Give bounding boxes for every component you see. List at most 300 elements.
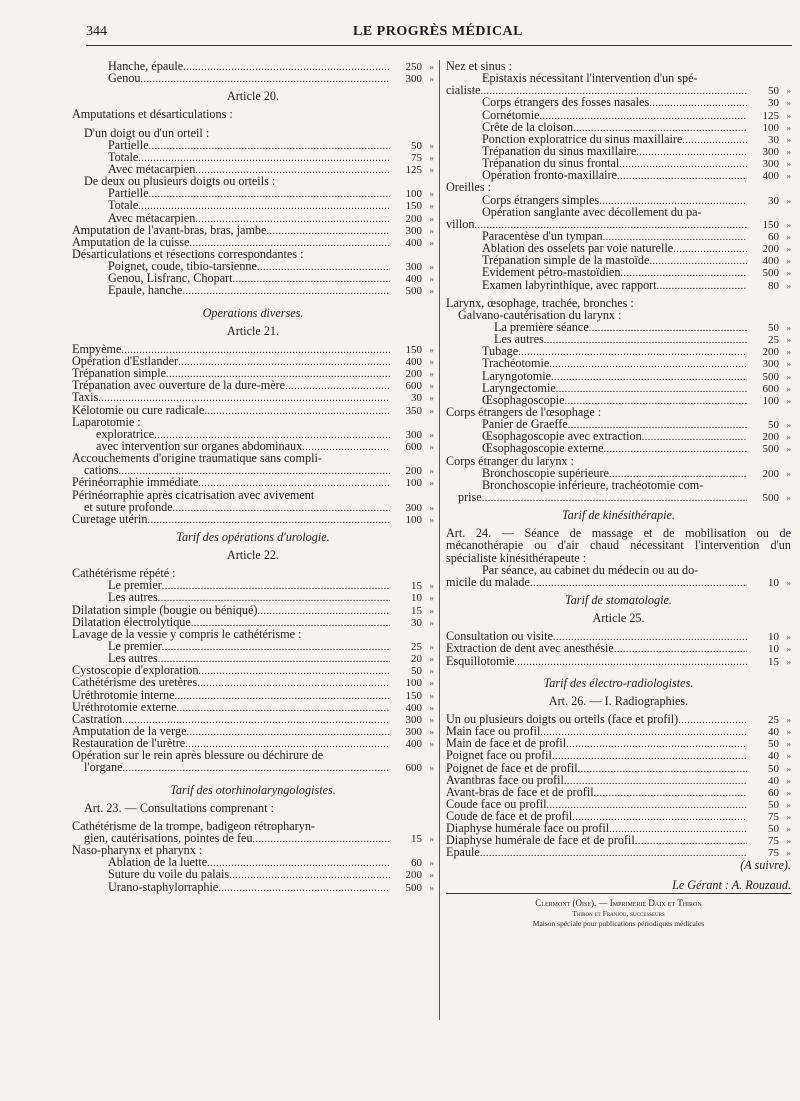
entry-fee: 500 — [762, 491, 779, 504]
ditto-mark: » — [786, 836, 791, 847]
entry-label: Cathétérisme des uretères — [72, 675, 198, 690]
ditto-mark: » — [786, 335, 791, 346]
entry-label: et suture profonde — [84, 499, 173, 514]
entry-fee: 250 — [405, 61, 422, 73]
ditto-mark: » — [429, 393, 434, 404]
entry-label: Un ou plusieurs doigts ou orteils (face et profil) — [446, 711, 679, 726]
ditto-mark: » — [429, 514, 434, 525]
entry-label: Avantbras face ou profil — [446, 772, 564, 787]
ditto-mark: » — [429, 702, 434, 713]
fee-entry — [446, 96, 791, 108]
ditto-mark: » — [429, 152, 434, 163]
entry-label: Examen labyrinthique, avec rapport — [482, 277, 657, 292]
ditto-mark: » — [429, 237, 434, 248]
subheading-line: Accouchements d'origine traumatique sans compli- — [72, 451, 322, 466]
entry-label: Le premier — [108, 639, 162, 654]
subheading-line: Corps étrangers de l'œsophage : — [446, 404, 602, 419]
ditto-mark: » — [786, 268, 791, 279]
section-heading: Tarif des opérations d'urologie. — [176, 529, 330, 544]
footer-rule — [446, 893, 791, 894]
ditto-mark: » — [429, 356, 434, 367]
entry-label: l'organe — [84, 760, 123, 775]
fee-entry — [446, 279, 791, 291]
fee-entry — [72, 212, 434, 224]
ditto-mark: » — [786, 751, 791, 762]
entry-fee: 100 — [405, 188, 422, 201]
subheading-line: Art. 23. — Consultations comprenant : — [84, 800, 274, 815]
entry-fee: 300 — [405, 501, 422, 514]
ditto-mark: » — [786, 86, 791, 97]
entry-label: Avec métacarpien — [108, 210, 196, 225]
article-heading: Art. 26. — I. Radiographies. — [548, 693, 689, 708]
ditto-mark: » — [786, 195, 791, 206]
entry-fee: 500 — [762, 443, 779, 456]
entry-label: Bronchoscopie supérieure — [482, 465, 609, 480]
entry-fee: 25 — [768, 713, 779, 726]
article-heading: Article 25. — [592, 611, 645, 626]
entry-label: Epaule, hanche — [108, 283, 183, 298]
entry-fee: 400 — [405, 236, 422, 249]
ditto-mark: » — [786, 122, 791, 133]
entry-fee: 200 — [762, 431, 779, 444]
entry-label: prise — [458, 489, 482, 504]
fee-entry — [72, 676, 434, 688]
ditto-mark: » — [786, 739, 791, 750]
entry-label: Les autres — [494, 332, 544, 347]
ditto-mark: » — [786, 799, 791, 810]
right-column — [446, 60, 791, 929]
entry-fee: 50 — [411, 665, 422, 678]
entry-fee: 300 — [762, 158, 779, 171]
entry-fee: 25 — [411, 641, 422, 654]
subheading-line: Opération sur le rein après blessure ou déchirure de — [72, 748, 324, 763]
entry-label: Totale — [108, 198, 139, 213]
entry-fee: 30 — [768, 97, 779, 110]
entry-fee: 600 — [405, 762, 422, 775]
section-heading: Tarif de stomatologie. — [565, 592, 672, 607]
fee-entry — [72, 761, 434, 773]
fee-entry — [72, 224, 434, 236]
entry-label: Opération d'Estlander — [72, 353, 179, 368]
entry-label: Laryngotomie — [482, 368, 552, 383]
entry-fee: 400 — [405, 701, 422, 714]
ditto-mark: » — [429, 441, 434, 452]
entry-label: avec intervention sur organes abdominaux — [96, 438, 303, 453]
entry-fee: 400 — [762, 255, 779, 268]
fee-entry — [72, 868, 434, 880]
entry-fee: 10 — [411, 592, 422, 605]
entry-fee: 200 — [405, 212, 422, 225]
ditto-mark: » — [786, 171, 791, 182]
fee-entry — [72, 72, 434, 84]
ditto-mark: » — [429, 140, 434, 151]
ditto-mark: » — [786, 134, 791, 145]
ditto-mark: » — [786, 395, 791, 406]
ditto-mark: » — [786, 347, 791, 358]
ditto-mark: » — [429, 381, 434, 392]
ditto-mark: » — [786, 644, 791, 655]
entry-label: Amputation de l'avant-bras, bras, jambe — [72, 222, 267, 237]
entry-fee: 300 — [405, 713, 422, 726]
entry-label: Dilatation électrolytique — [72, 614, 191, 629]
ditto-mark: » — [429, 593, 434, 604]
ditto-mark: » — [786, 787, 791, 798]
subheading-line: Cathétérisme répété : — [72, 566, 176, 581]
paragraph: Art. 24. — Séance de massage et de mobilisation ou de mécanothérapie ou d'air chaud nécessitant l'intervention d'un spécialiste kinésithérapeute : — [446, 526, 791, 565]
ditto-mark: » — [429, 870, 434, 881]
entry-label: Genou, Lisfranc, Chopart — [108, 271, 233, 286]
entry-fee: 100 — [405, 677, 422, 690]
fee-entry — [72, 379, 434, 391]
entry-fee: 50 — [768, 798, 779, 811]
entry-fee: 150 — [405, 200, 422, 213]
entry-label: cialiste — [446, 83, 481, 98]
entry-label: Corps étrangers des fosses nasales — [482, 95, 650, 110]
entry-label: Castration — [72, 711, 123, 726]
entry-fee: 15 — [411, 833, 422, 846]
entry-fee: 75 — [768, 811, 779, 824]
footer — [446, 879, 791, 929]
ditto-mark: » — [429, 739, 434, 750]
fee-entry — [72, 689, 434, 701]
ditto-mark: » — [786, 444, 791, 455]
running-title: LE PROGRÈS MÉDICAL — [352, 24, 524, 39]
subheading-line: D'un doigt ou d'un orteil : — [84, 125, 210, 140]
entry-label: Œsophagoscopie avec extraction — [482, 429, 642, 444]
ditto-mark: » — [429, 62, 434, 72]
entry-label: Le premier — [108, 578, 162, 593]
ditto-mark: » — [786, 322, 791, 333]
entry-fee: 600 — [405, 380, 422, 393]
entry-label: Urano-staphylorraphie — [108, 879, 219, 894]
entry-label: Esquillotomie — [446, 653, 515, 668]
entry-label: Diaphyse humérale face ou profil — [446, 821, 610, 836]
entry-label: Diaphyse humérale de face et de profil — [446, 833, 635, 848]
entry-label: Coude face ou profil — [446, 796, 547, 811]
entry-fee: 15 — [768, 655, 779, 668]
entry-label: Trachéotomie — [482, 356, 550, 371]
entry-fee: 200 — [762, 243, 779, 256]
ditto-mark: » — [786, 848, 791, 859]
subheading-line: Corps étranger du larynx : — [446, 453, 574, 468]
entry-fee: 50 — [768, 321, 779, 334]
entry-fee: 50 — [768, 85, 779, 98]
section-heading: Tarif des otorhinolaryngologistes. — [170, 782, 336, 797]
fee-entry — [446, 467, 791, 479]
fee-entry — [446, 774, 791, 786]
left-column — [72, 60, 434, 893]
entry-label: gien, cautérisations, pointes de feu — [84, 831, 253, 846]
entry-label: Trépanation simple de la mastoïde — [482, 253, 650, 268]
entry-fee: 200 — [405, 368, 422, 381]
entry-label: Poignet, coude, tibio-tarsienne — [108, 259, 257, 274]
ditto-mark: » — [429, 286, 434, 297]
entry-label: Ablation des osselets par voie naturelle — [482, 241, 674, 256]
ditto-mark: » — [429, 274, 434, 285]
entry-label: Corps étrangers simples — [482, 192, 600, 207]
ditto-mark: » — [786, 244, 791, 255]
entry-label: Panier de Graeffe — [482, 417, 568, 432]
entry-fee: 30 — [411, 616, 422, 629]
entry-label: Suture du voile du palais — [108, 867, 230, 882]
ditto-mark: » — [786, 824, 791, 835]
entry-fee: 300 — [762, 145, 779, 158]
subheading-line: Larynx, œsophage, trachée, bronches : — [446, 295, 634, 310]
dot-leader — [657, 279, 747, 293]
entry-label: Opération fronto-maxillaire — [482, 168, 618, 183]
entry-fee: 60 — [768, 230, 779, 243]
entry-label: Epaule — [446, 845, 480, 860]
fee-entry — [72, 513, 434, 525]
printer-line-3: Maison spéciale pour publications périodiques médicales — [532, 918, 705, 928]
entry-label: Tubage — [482, 344, 519, 359]
entry-label: Kélotomie ou cure radicale — [72, 402, 205, 417]
entry-fee: 600 — [762, 382, 779, 395]
entry-fee: 300 — [405, 224, 422, 237]
ditto-mark: » — [429, 882, 434, 893]
entry-label: Avec métacarpien — [108, 161, 196, 176]
entry-label: villon — [446, 216, 475, 231]
subheading-line: Laparotomie : — [72, 414, 141, 429]
ditto-mark: » — [429, 714, 434, 725]
ditto-mark: » — [429, 225, 434, 236]
entry-label: Uréthrotomie externe — [72, 699, 177, 714]
entry-fee: 80 — [768, 279, 779, 292]
ditto-mark: » — [429, 189, 434, 200]
ditto-mark: » — [786, 371, 791, 382]
subheading-line: Lavage de la vessie y compris le cathétérisme : — [72, 626, 302, 641]
ditto-mark: » — [786, 763, 791, 774]
subheading-line: Oreilles : — [446, 180, 492, 195]
ditto-mark: » — [786, 159, 791, 170]
entry-fee: 500 — [762, 267, 779, 280]
entry-label: Crête de la cloison — [482, 119, 574, 134]
entry-fee: 100 — [405, 513, 422, 526]
ditto-mark: » — [429, 164, 434, 175]
entry-label: Ablation de la luette — [108, 855, 208, 870]
entry-label: Curetage utérin — [72, 511, 148, 526]
article-heading: Article 22. — [226, 548, 280, 563]
entry-fee: 15 — [411, 580, 422, 593]
entry-fee: 150 — [405, 343, 422, 356]
ditto-mark: » — [429, 262, 434, 273]
ditto-mark: » — [429, 642, 434, 653]
entry-fee: 10 — [768, 631, 779, 644]
entry-label: Consultation ou visite — [446, 629, 553, 644]
entry-fee: 500 — [405, 881, 422, 894]
ditto-mark: » — [429, 605, 434, 616]
entry-fee: 75 — [768, 847, 779, 860]
fee-entry — [72, 701, 434, 713]
gerant-signature: Le Gérant : A. Rouzaud. — [672, 877, 791, 892]
entry-label: micile du malade — [446, 574, 530, 589]
ditto-mark: » — [429, 405, 434, 416]
entry-fee: 50 — [768, 762, 779, 775]
continued-note: (A suivre). — [740, 857, 791, 872]
ditto-mark: » — [786, 359, 791, 370]
entry-fee: 350 — [405, 404, 422, 417]
fee-entry — [72, 284, 434, 296]
ditto-mark: » — [429, 690, 434, 701]
dot-leader — [604, 442, 747, 456]
ditto-mark: » — [786, 98, 791, 109]
entry-label: Les autres — [108, 651, 158, 666]
entry-fee: 400 — [762, 170, 779, 183]
subheading-line: Nez et sinus : — [446, 59, 513, 73]
entry-label: Cornétomie — [482, 107, 540, 122]
dot-leader — [482, 491, 747, 505]
entry-label: Main de face et de profil — [446, 736, 567, 751]
entry-fee: 125 — [762, 109, 779, 122]
entry-label: Empyème — [72, 341, 122, 356]
ditto-mark: » — [786, 656, 791, 667]
dot-leader — [253, 832, 390, 846]
entry-fee: 300 — [405, 261, 422, 274]
entry-label: Amputation de la cuisse — [72, 234, 190, 249]
dot-leader — [514, 655, 747, 669]
entry-label: Poignet face ou profil — [446, 748, 552, 763]
ditto-mark: » — [786, 714, 791, 725]
entry-fee: 500 — [405, 285, 422, 298]
ditto-mark: » — [429, 344, 434, 355]
ditto-mark: » — [429, 654, 434, 665]
article-heading: Article 21. — [226, 323, 280, 338]
entry-label: Trépanation simple — [72, 366, 166, 381]
printer-line-2: Thiron et Franjou, successeurs — [572, 908, 665, 918]
entry-label: Œsophagoscopie — [482, 392, 565, 407]
column-divider — [439, 60, 440, 1020]
entry-fee: 400 — [405, 738, 422, 751]
fee-entry — [446, 442, 791, 454]
entry-label: Les autres — [108, 590, 158, 605]
dot-leader — [480, 846, 747, 860]
entry-fee: 40 — [768, 774, 779, 787]
subheading-line: Bronchoscopie inférieure, trachéotomie com- — [482, 477, 704, 492]
article-heading: Article 20. — [226, 89, 280, 104]
entry-label: Coude de face et de profil — [446, 809, 573, 824]
fee-entry — [72, 199, 434, 211]
entry-label: Amputation de la verge — [72, 724, 187, 739]
fee-entry — [72, 476, 434, 488]
ditto-mark: » — [429, 617, 434, 628]
subheading-line: Par séance, au cabinet du médecin ou au do- — [482, 562, 699, 577]
section-heading: Tarif des électro-radiologistes. — [543, 675, 694, 690]
ditto-mark: » — [786, 256, 791, 267]
fee-entry — [72, 604, 434, 616]
subheading-line: Naso-pharynx et pharynx : — [72, 843, 203, 858]
fee-entry — [446, 749, 791, 761]
entry-fee: 50 — [768, 738, 779, 751]
entry-fee: 100 — [762, 394, 779, 407]
page-number: 344 — [86, 24, 107, 39]
entry-fee: 30 — [768, 133, 779, 146]
entry-fee: 60 — [768, 786, 779, 799]
subheading-line: Opération sanglante avec décollement du pa- — [482, 204, 702, 219]
ditto-mark: » — [429, 478, 434, 489]
dot-leader — [617, 169, 747, 183]
fee-entry — [72, 404, 434, 416]
fee-entry — [446, 834, 791, 846]
entry-label: exploratrice — [96, 426, 155, 441]
entry-fee: 400 — [405, 273, 422, 286]
ditto-mark: » — [429, 581, 434, 592]
entry-label: Paracentèse d'un tympan — [482, 228, 603, 243]
entry-fee: 150 — [762, 218, 779, 231]
entry-fee: 15 — [411, 604, 422, 617]
entry-fee: 40 — [768, 750, 779, 763]
ditto-mark: » — [786, 146, 791, 157]
fee-entry — [446, 169, 791, 181]
section-heading: Operations diverses. — [202, 305, 304, 320]
fee-entry — [446, 357, 791, 369]
fee-entry — [446, 370, 791, 382]
entry-fee: 300 — [405, 73, 422, 86]
ditto-mark: » — [429, 429, 434, 440]
ditto-mark: » — [429, 858, 434, 869]
entry-label: Totale — [108, 149, 139, 164]
entry-fee: 50 — [768, 823, 779, 836]
entry-label: Partielle — [108, 186, 149, 201]
entry-fee: 200 — [405, 465, 422, 478]
dot-leader — [147, 513, 390, 527]
entry-fee: 40 — [768, 726, 779, 739]
entry-fee: 30 — [768, 194, 779, 207]
ditto-mark: » — [429, 466, 434, 477]
entry-label: cations — [84, 463, 119, 478]
entry-label: Uréthrotomie interne — [72, 687, 175, 702]
entry-label: Main face ou profil — [446, 724, 541, 739]
ditto-mark: » — [429, 213, 434, 224]
entry-fee: 300 — [405, 428, 422, 441]
entry-fee: 500 — [762, 370, 779, 383]
subheading-line: Galvano-cautérisation du larynx : — [458, 307, 622, 322]
entry-fee: 300 — [762, 358, 779, 371]
entry-fee: 10 — [768, 643, 779, 656]
dot-leader — [123, 761, 390, 775]
entry-fee: 600 — [405, 440, 422, 453]
subheading-line: Cathétérisme de la trompe, badigeon rétropharyn- — [72, 818, 315, 833]
ditto-mark: » — [786, 231, 791, 242]
entry-fee: 200 — [405, 869, 422, 882]
ditto-mark: » — [786, 775, 791, 786]
entry-fee: 125 — [405, 163, 422, 176]
ditto-mark: » — [429, 74, 434, 85]
ditto-mark: » — [786, 110, 791, 121]
subheading-line: Périnéorraphie après cicatrisation avec avivement — [72, 487, 315, 502]
entry-fee: 200 — [762, 467, 779, 480]
ditto-mark: » — [786, 812, 791, 823]
entry-fee: 60 — [411, 857, 422, 870]
entry-label: Partielle — [108, 137, 149, 152]
entry-label: Trépanation du sinus maxillaire — [482, 143, 637, 158]
fee-entry — [72, 501, 434, 513]
dot-leader — [182, 284, 390, 298]
fee-entry — [446, 655, 791, 667]
entry-label: Evidement pétro-mastoïdien — [482, 265, 621, 280]
fee-entry — [446, 266, 791, 278]
dot-leader — [204, 404, 390, 418]
dot-leader — [141, 72, 391, 86]
entry-label: Dilatation simple (bougie ou béniqué) — [72, 602, 258, 617]
dot-leader — [530, 576, 747, 590]
entry-label: Restauration de l'urètre — [72, 736, 186, 751]
fee-entry — [446, 642, 791, 654]
entry-fee: 50 — [411, 139, 422, 152]
ditto-mark: » — [786, 577, 791, 588]
entry-label: Avant-bras de face et de profil — [446, 784, 594, 799]
ditto-mark: » — [786, 432, 791, 443]
entry-fee: 100 — [405, 477, 422, 490]
